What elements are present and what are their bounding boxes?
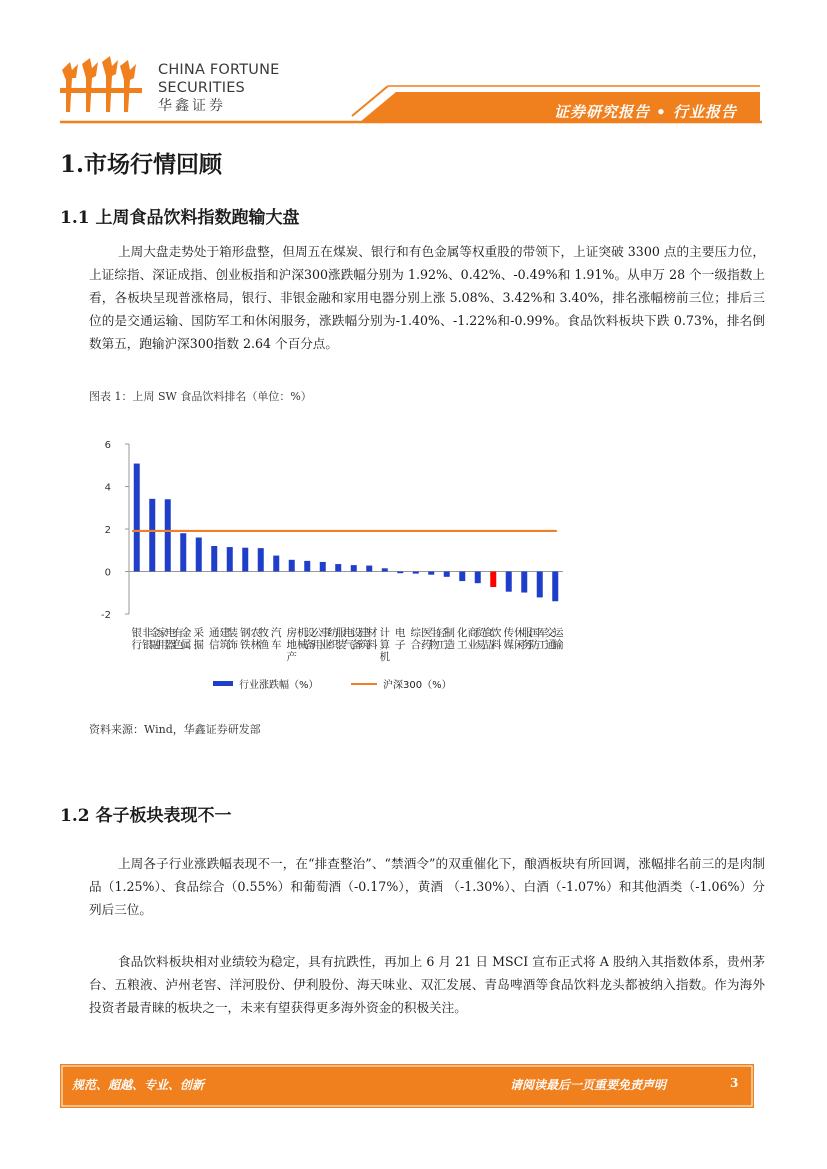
bar-24 — [506, 572, 512, 592]
x-tick-label: 农 — [250, 627, 261, 639]
x-tick-label: 通 — [545, 639, 556, 651]
x-tick-label: 采 — [193, 627, 204, 639]
x-tick-label: 传 — [503, 627, 514, 639]
bar-23 — [490, 572, 496, 588]
paragraph-text: 上周大盘走势处于箱形盘整，但周五在煤炭、银行和有色金属等权重股的带领下，上证突破 3300 点的主要压力位，上证综指、深证成指、创业板指和沪深300涨跌幅分别为 1.92%、0.42%、-0.49%和 1.91%。从申万 28 个一级指数上看，各板块呈现普涨格局，银行、非银金融和家用电器分别上涨 5.08%、3.42%和 3.40%，排名涨幅榜前三位；排后三位的是交通运输、国防军工和休闲服务，涨跌幅分别为-1.40%、-1.22%和-0.99%。食品饮料板块下跌 0.73%，排名倒数第五，跑输沪深300指数 2.64 个百分点。 — [89, 244, 765, 351]
x-tick-label: 务 — [522, 639, 533, 651]
legend-label-bars: 行业涨跌幅（%） — [239, 680, 319, 691]
y-tick-label: 0 — [104, 567, 111, 579]
x-tick-label: 装 — [227, 627, 238, 639]
x-tick-label: 用 — [157, 639, 168, 651]
x-tick-label: 业 — [467, 639, 478, 651]
bar-12 — [320, 562, 326, 572]
x-tick-label: 工 — [537, 639, 548, 651]
x-tick-label: 建 — [219, 627, 230, 639]
x-tick-label: 牧 — [258, 627, 269, 639]
x-tick-label: 融 — [150, 639, 161, 651]
section-1-1-paragraph — [89, 240, 765, 355]
bar-10 — [289, 560, 295, 572]
x-tick-label: 气 — [343, 639, 354, 651]
x-tick-label: 电 — [395, 627, 406, 639]
x-tick-label: 渔 — [258, 639, 269, 651]
x-tick-label: 房 — [286, 627, 297, 639]
x-tick-label: 易 — [475, 639, 486, 651]
x-tick-label: 工 — [436, 639, 447, 651]
section-1-title: 1.市场行情回顾 — [60, 151, 223, 178]
x-tick-label: 属 — [181, 639, 192, 651]
section-1-2-title: 1.2 各子板块表现不一 — [60, 806, 232, 826]
logo-text-english-1: CHINA FORTUNE — [158, 62, 280, 78]
x-tick-label: 化 — [457, 627, 468, 639]
x-tick-label: 合 — [410, 639, 421, 651]
x-tick-label: 电 — [165, 627, 176, 639]
x-tick-label: 设 — [305, 627, 316, 639]
bar-15 — [366, 566, 372, 572]
x-tick-label: 备 — [351, 639, 362, 651]
x-tick-label: 综 — [410, 627, 421, 639]
x-tick-label: 汽 — [271, 627, 282, 639]
x-tick-label: 制 — [444, 627, 455, 639]
y-tick-label: 6 — [104, 440, 111, 451]
x-tick-label: 国 — [529, 627, 540, 639]
logo-icon — [60, 56, 142, 112]
bar-9 — [273, 556, 279, 572]
x-tick-label: 产 — [286, 651, 297, 663]
y-tick-label: 4 — [104, 482, 111, 494]
bar-19 — [428, 572, 434, 575]
footer-disclaimer: 请阅读最后一页重要免责声明 — [510, 1078, 667, 1092]
section-1-1-title: 1.1 上周食品饮料指数跑输大盘 — [60, 208, 300, 228]
legend-swatch-bars — [213, 681, 233, 686]
paragraph-text: 食品饮料板块相对业绩较为稳定，具有抗跌性，再加上 6 月 21 日 MSCI 宣布正式将 A 股纳入其指数体系，贵州茅台、五粮液、泸州老窖、洋河股份、伊利股份、海天味业、双汇发展、青岛啤酒等食品饮料龙头都被纳入指数。作为海外投资者最青睐的板块之一，未来有望获得更多海外资金的积极关注。 — [89, 954, 765, 1015]
x-tick-label: 建 — [359, 627, 370, 639]
bar-11 — [304, 561, 310, 572]
x-tick-label: 媒 — [503, 639, 514, 651]
x-tick-label: 家 — [157, 627, 168, 639]
x-tick-label: 品 — [483, 639, 494, 651]
x-tick-label: 轻 — [436, 627, 447, 639]
x-tick-label: 运 — [553, 627, 564, 639]
footer-motto: 规范、超越、专业、创新 — [72, 1078, 205, 1092]
x-tick-label: 子 — [395, 639, 406, 651]
x-tick-label: 设 — [351, 627, 362, 639]
x-tick-label: 备 — [305, 639, 316, 651]
x-tick-label: 行 — [131, 639, 142, 651]
x-tick-label: 造 — [444, 639, 455, 651]
x-tick-label: 纺 — [328, 627, 339, 639]
bar-18 — [413, 572, 419, 574]
section-1-2-paragraph-1 — [89, 852, 765, 921]
figure-source: 资料来源：Wind，华鑫证券研发部 — [89, 723, 261, 736]
x-tick-label: 物 — [429, 639, 440, 651]
bar-22 — [475, 572, 481, 584]
x-tick-label: 材 — [367, 627, 378, 639]
report-type-label: 证券研究报告 • 行业报告 — [553, 103, 737, 121]
x-tick-label: 服 — [336, 627, 347, 639]
x-tick-label: 钢 — [240, 627, 251, 639]
industry-ranking-chart — [89, 430, 579, 700]
x-tick-label: 林 — [250, 639, 261, 651]
x-tick-label: 掘 — [193, 639, 204, 651]
x-tick-label: 饮 — [491, 627, 502, 639]
x-tick-label: 用 — [312, 639, 323, 651]
x-tick-label: 生 — [429, 627, 440, 639]
x-tick-label: 色 — [173, 639, 184, 651]
y-tick-label: -2 — [101, 610, 111, 621]
x-tick-label: 医 — [421, 627, 432, 639]
section-1-2-paragraph-2 — [89, 950, 765, 1019]
x-tick-label: 机 — [379, 651, 390, 663]
x-tick-label: 筑 — [219, 639, 230, 651]
x-tick-label: 算 — [379, 639, 390, 651]
x-tick-label: 业 — [320, 639, 331, 651]
x-tick-label: 银 — [131, 627, 142, 639]
page-number: 3 — [730, 1076, 739, 1090]
x-tick-label: 非 — [142, 627, 153, 639]
bar-1 — [149, 499, 155, 572]
bar-6 — [227, 547, 233, 571]
bar-14 — [351, 565, 357, 571]
x-tick-label: 器 — [165, 639, 176, 651]
x-tick-label: 防 — [529, 639, 540, 651]
x-tick-label: 贸 — [475, 627, 486, 639]
x-tick-label: 车 — [271, 639, 282, 651]
x-tick-label: 料 — [367, 639, 378, 651]
bar-17 — [397, 572, 403, 574]
x-tick-label: 药 — [421, 639, 432, 651]
x-tick-label: 商 — [467, 627, 478, 639]
bar-0 — [134, 464, 140, 572]
x-tick-label: 料 — [491, 639, 502, 651]
x-tick-label: 械 — [297, 639, 308, 651]
paragraph-text: 上周各子行业涨跌幅表现不一，在“排查整治”、“禁酒令”的双重催化下，酿酒板块有所回调，涨幅排名前三的是肉制品（1.25%）、食品综合（0.55%）和葡萄酒（-0.17%），黄酒 （-1.30%）、白酒（-1.07%）和其他酒类（-1.06%）分列后三位。 — [89, 856, 765, 917]
x-tick-label: 交 — [545, 627, 556, 639]
bar-20 — [444, 572, 450, 577]
x-tick-label: 闲 — [514, 639, 525, 651]
x-tick-label: 计 — [379, 627, 390, 639]
bar-13 — [335, 564, 341, 571]
x-tick-label: 织 — [328, 639, 339, 651]
x-tick-label: 金 — [150, 627, 161, 639]
x-tick-label: 休 — [514, 627, 525, 639]
x-tick-label: 输 — [553, 639, 564, 651]
y-tick-label: 2 — [104, 525, 111, 536]
logo-text-english-2: SECURITIES — [158, 80, 245, 96]
x-tick-label: 饰 — [227, 639, 238, 651]
x-tick-label: 事 — [320, 627, 331, 639]
x-tick-label: 金 — [181, 627, 192, 639]
bar-2 — [165, 499, 171, 571]
x-tick-label: 地 — [286, 639, 297, 651]
bar-26 — [537, 572, 543, 598]
bar-5 — [211, 546, 217, 572]
logo-text-chinese: 华鑫证券 — [158, 98, 226, 114]
bar-7 — [242, 548, 248, 572]
x-tick-label: 军 — [537, 627, 548, 639]
x-tick-label: 有 — [173, 627, 184, 639]
bar-4 — [196, 538, 202, 572]
x-tick-label: 电 — [343, 627, 354, 639]
x-tick-label: 服 — [522, 627, 533, 639]
bar-27 — [552, 572, 558, 602]
x-tick-label: 铁 — [240, 639, 251, 651]
bar-16 — [382, 568, 388, 571]
bar-8 — [258, 548, 264, 571]
x-tick-label: 机 — [297, 627, 308, 639]
figure-title: 图表 1：上周 SW 食品饮料排名（单位：%） — [89, 390, 312, 403]
x-tick-label: 筑 — [359, 639, 370, 651]
x-tick-label: 食 — [483, 627, 494, 639]
x-tick-label: 通 — [209, 627, 220, 639]
legend-label-line: 沪深300（%） — [383, 680, 452, 691]
x-tick-label: 工 — [457, 639, 468, 651]
x-tick-label: 公 — [312, 627, 323, 639]
x-tick-label: 信 — [209, 639, 220, 651]
x-tick-label: 装 — [336, 639, 347, 651]
x-tick-label: 银 — [142, 639, 153, 651]
bar-25 — [521, 572, 527, 593]
bar-21 — [459, 572, 465, 582]
bar-3 — [180, 533, 186, 571]
